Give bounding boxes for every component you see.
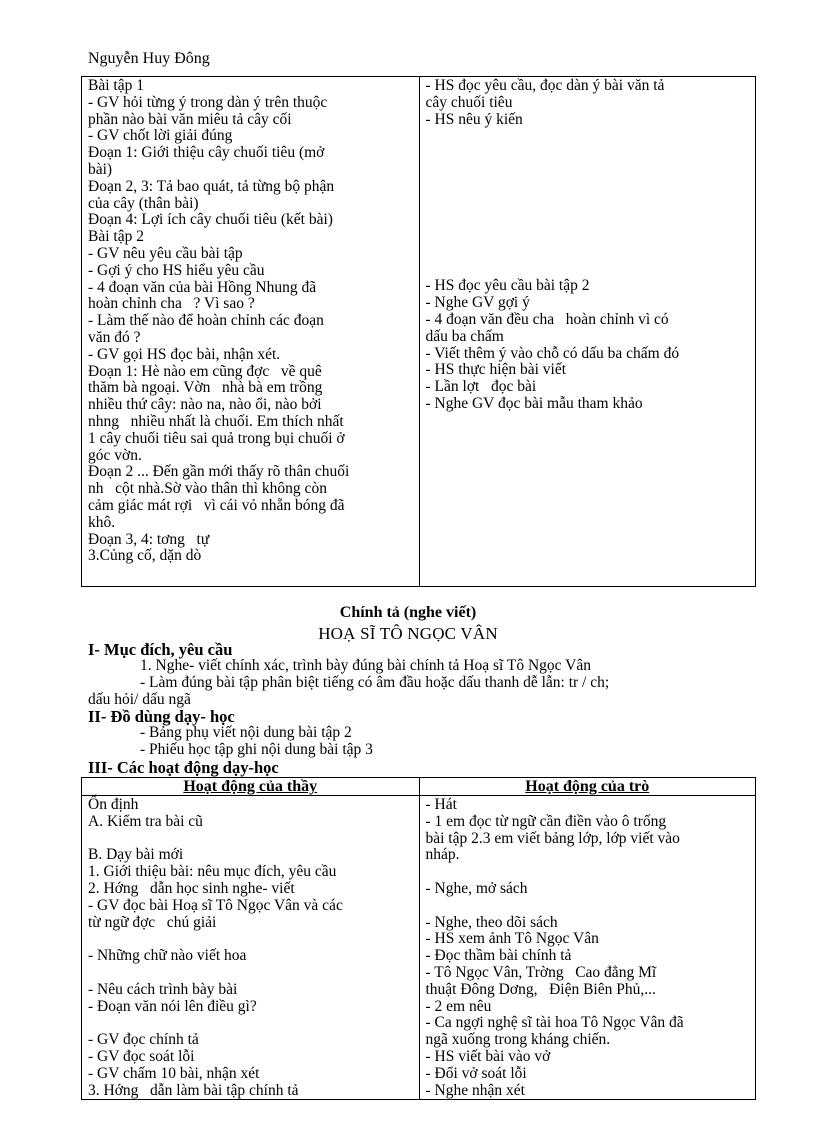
text-line: bài) bbox=[88, 160, 113, 178]
activity-table-2 bbox=[81, 777, 756, 1100]
text-line bbox=[88, 831, 413, 848]
text-line: - Lần lợt đọc bài bbox=[425, 378, 537, 396]
text-line: - Đổi vở soát lỗi bbox=[425, 1064, 527, 1082]
text-line: thăm bà ngoại. Vờn nhà bà em trồng bbox=[88, 379, 323, 397]
text-line: Bài tập 1 bbox=[88, 77, 144, 94]
text-line: từ ngữ đợc chú giải bbox=[88, 913, 217, 931]
text-line: - Đọc thầm bài chính tả bbox=[425, 947, 572, 965]
text-line: nhiều thứ cây: nào na, nào ổi, nào bởi bbox=[88, 396, 322, 414]
text-line: - 4 đoạn văn của bài Hồng Nhung đã bbox=[88, 278, 317, 296]
goal-1: 1. Nghe- viết chính xác, trình bày đúng bài chính tả Hoạ sĩ Tô Ngọc Vân bbox=[140, 657, 591, 674]
text-line: B. Dạy bài mới bbox=[88, 846, 184, 864]
text-line: Đoạn 3, 4: tơng tự bbox=[88, 530, 210, 548]
author-name: Nguyễn Huy Đông bbox=[88, 50, 210, 67]
text-line: 1 cây chuối tiêu sai quả trong bụi chuối ở bbox=[88, 429, 345, 447]
text-line: Đoạn 1: Giới thiệu cây chuối tiêu (mở bbox=[88, 144, 325, 162]
text-line: - GV chấm 10 bài, nhận xét bbox=[88, 1064, 260, 1082]
text-line: - Hát bbox=[425, 796, 457, 813]
teacher-lines bbox=[88, 78, 413, 565]
activity-table-1 bbox=[81, 76, 756, 587]
student-column bbox=[419, 77, 756, 587]
text-line: bài tập 2.3 em viết bảng lớp, lớp viết vào bbox=[425, 829, 680, 847]
text-line: - HS nêu ý kiến bbox=[425, 110, 523, 128]
text-line: - Nêu cách trình bày bài bbox=[88, 980, 238, 998]
text-line: 1. Giới thiệu bài: nêu mục đích, yêu cầu bbox=[88, 863, 337, 881]
material-1: - Bảng phụ viết nội dung bài tập 2 bbox=[140, 724, 352, 741]
student-column-2 bbox=[419, 796, 756, 1100]
text-line: - Nghe, mở sách bbox=[425, 879, 528, 897]
student-lines-2 bbox=[426, 797, 750, 1099]
text-line: - GV chốt lời giải đúng bbox=[88, 127, 233, 145]
text-line bbox=[88, 965, 413, 982]
text-line: - Ca ngợi nghệ sĩ tài hoa Tô Ngọc Vân đã bbox=[425, 1014, 684, 1032]
text-line: - 1 em đọc từ ngữ cần điền vào ô trống bbox=[425, 812, 667, 830]
goal-2-cont: dấu hỏi/ dấu ngã bbox=[88, 691, 191, 708]
text-line: Ổn định bbox=[88, 796, 139, 813]
section-heading-materials: II- Đồ dùng dạy- học bbox=[88, 707, 235, 726]
text-line: - Làm thế nào để hoàn chỉnh các đoạn bbox=[88, 312, 324, 330]
text-line: - HS đọc yêu cầu, đọc dàn ý bài văn tả bbox=[425, 77, 665, 94]
text-line: cảm giác mát rợi vì cái vỏ nhẵn bóng đã bbox=[88, 496, 345, 514]
text-line: nhng nhiều nhất là chuối. Em thích nhất bbox=[88, 412, 344, 430]
text-line: 3.Củng cố, dặn dò bbox=[88, 547, 202, 565]
lesson-title: HOẠ SĨ TÔ NGỌC VÂN bbox=[318, 624, 498, 643]
text-line bbox=[426, 898, 750, 915]
text-line: - Đoạn văn nói lên điều gì? bbox=[88, 997, 257, 1015]
student-lines-a bbox=[426, 78, 750, 128]
text-line: văn đó ? bbox=[88, 328, 141, 346]
text-line: nháp. bbox=[425, 846, 460, 864]
text-line bbox=[426, 864, 750, 881]
text-line: - Nghe GV đọc bài mẫu tham khảo bbox=[425, 394, 643, 412]
text-line: của cây (thân bài) bbox=[88, 194, 199, 212]
lesson-subject: Chính tả (nghe viết) bbox=[339, 604, 477, 621]
teacher-column-2 bbox=[82, 796, 420, 1100]
text-line: - Nghe nhận xét bbox=[425, 1081, 525, 1099]
text-line: Đoạn 2, 3: Tả bao quát, tả từng bộ phận bbox=[88, 177, 335, 195]
text-line: - Nghe GV gợi ý bbox=[425, 294, 530, 312]
text-line: - HS đọc yêu cầu bài tập 2 bbox=[425, 277, 590, 295]
text-line: - Viết thêm ý vào chỗ có dấu ba chấm đó bbox=[425, 344, 680, 362]
text-line: - GV nêu yêu cầu bài tập bbox=[88, 244, 243, 262]
header-student: Hoạt động của trò bbox=[419, 778, 756, 796]
text-line: 3. Hớng dẫn làm bài tập chính tả bbox=[88, 1081, 299, 1099]
text-line: - HS viết bài vào vở bbox=[425, 1047, 551, 1065]
header-teacher: Hoạt động của thầy bbox=[82, 778, 420, 796]
teacher-column bbox=[82, 77, 420, 587]
text-line: Đoạn 4: Lợi ích cây chuối tiêu (kết bài) bbox=[88, 211, 333, 229]
text-line: - GV đọc bài Hoạ sĩ Tô Ngọc Vân và các bbox=[88, 896, 343, 914]
text-line: - HS thực hiện bài viết bbox=[425, 361, 567, 379]
text-line: A. Kiểm tra bài cũ bbox=[88, 812, 203, 830]
text-line: hoàn chỉnh cha ? Vì sao ? bbox=[88, 295, 255, 313]
text-line: ngã xuống trong kháng chiến. bbox=[425, 1031, 611, 1049]
text-line: cây chuối tiêu bbox=[425, 93, 513, 111]
text-line: - GV đọc soát lỗi bbox=[88, 1047, 195, 1065]
text-line: - GV đọc chính tả bbox=[88, 1031, 199, 1049]
student-lines-b bbox=[426, 278, 750, 412]
text-line: - Nghe, theo dõi sách bbox=[425, 913, 558, 931]
text-line: - Tô Ngọc Vân, Trờng Cao đẳng Mĩ bbox=[425, 963, 657, 981]
text-line: - 4 đoạn văn đều cha hoàn chỉnh vì có bbox=[425, 310, 669, 328]
text-line bbox=[88, 1015, 413, 1032]
text-line: Đoạn 2 ... Đến gần mới thấy rõ thân chuối bbox=[88, 463, 350, 481]
text-line: - HS xem ảnh Tô Ngọc Vân bbox=[425, 930, 599, 948]
section-heading-activities: III- Các hoạt động dạy-học bbox=[88, 758, 279, 777]
text-line: - 2 em nêu bbox=[425, 997, 492, 1015]
text-line: phần nào bài văn miêu tả cây cối bbox=[88, 110, 292, 128]
text-line: góc vờn. bbox=[88, 446, 142, 464]
teacher-lines-2 bbox=[88, 797, 413, 1099]
material-2: - Phiếu học tập ghi nội dung bài tập 3 bbox=[140, 741, 373, 758]
text-line: - Những chữ nào viết hoa bbox=[88, 947, 247, 965]
text-line: - GV hỏi từng ý trong dàn ý trên thuộc bbox=[88, 93, 328, 111]
text-line: khô. bbox=[88, 513, 116, 531]
text-line bbox=[88, 931, 413, 948]
text-line: 2. Hớng dẫn học sinh nghe- viết bbox=[88, 879, 295, 897]
text-line: Bài tập 2 bbox=[88, 228, 144, 246]
section-heading-goals: I- Mục đích, yêu cầu bbox=[88, 640, 233, 659]
text-line: dấu ba chấm bbox=[425, 327, 504, 345]
text-line: Đoạn 1: Hè nào em cũng đợc về quê bbox=[88, 362, 322, 380]
goal-2: - Làm đúng bài tập phân biệt tiếng có âm đầu hoặc dấu thanh dễ lẫn: tr / ch; bbox=[140, 674, 610, 691]
text-line: thuật Đông Dơng, Điện Biên Phủ,... bbox=[425, 980, 656, 998]
text-line: - Gợi ý cho HS hiểu yêu cầu bbox=[88, 261, 265, 279]
text-line: - GV gọi HS đọc bài, nhận xét. bbox=[88, 345, 281, 363]
text-line: nh cột nhà.Sờ vào thân thì không còn bbox=[88, 480, 327, 498]
